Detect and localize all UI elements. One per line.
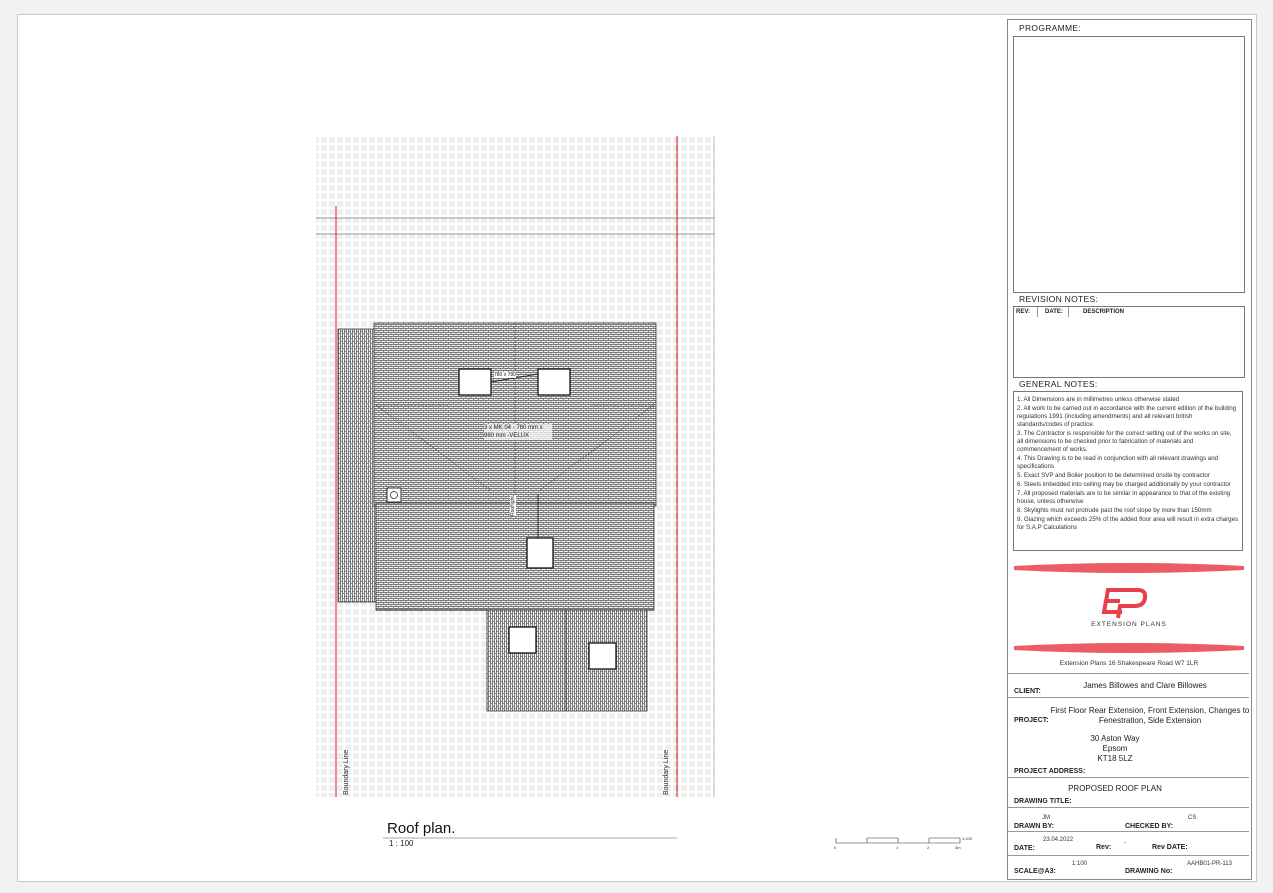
revision-heading: REVISION NOTES:: [1019, 294, 1099, 304]
window-dimension: 780 x 780: [494, 372, 516, 378]
project-address-label: PROJECT ADDRESS:: [1014, 768, 1086, 775]
project-label: PROJECT:: [1014, 717, 1049, 724]
boundary-label-left: Boundary Line: [343, 749, 350, 795]
general-note: 3. The Contractor is responsible for the correct setting out of the works on site, all dimensions to be checked prior to fabrication of materials and commencement of works.: [1017, 430, 1232, 453]
velux-annotation: 3 x MK 04 - 780 mm x 980 mm -VELUX: [484, 424, 552, 440]
drawing-title-label: DRAWING TITLE:: [1014, 798, 1072, 805]
checked-by-value: CS: [1188, 815, 1197, 821]
date-label: DATE:: [1014, 845, 1035, 852]
revision-col-date: DATE:: [1045, 309, 1063, 315]
client-label: CLIENT:: [1014, 688, 1041, 695]
scale-label: SCALE@A3:: [1014, 868, 1056, 875]
rev-value: -: [1124, 840, 1126, 846]
checked-by-label: CHECKED BY:: [1125, 823, 1174, 830]
rooflight: [509, 627, 536, 653]
vent-stack: [387, 488, 401, 502]
general-note: 2. All work to be carried out in accordance with the current edition of the building regulations 1991 (including amendments) and all relevant british standards/codes of practice.: [1017, 405, 1237, 428]
side-extension-roof: [338, 329, 376, 602]
address-line3: KT18 5LZ: [1097, 754, 1133, 763]
general-notes-heading: GENERAL NOTES:: [1019, 379, 1098, 389]
scale-tick: 0: [834, 845, 837, 850]
scale-ratio: 1:100: [962, 836, 973, 841]
general-note: 7. All proposed materials are to be similar in appearance to that of the existing house, unless otherwise: [1017, 490, 1231, 505]
general-note: 4. This Drawing is to be read in conjunction with all relevant drawings and specifications: [1017, 455, 1219, 470]
scale-bar: [836, 838, 960, 843]
logo-swoosh-bottom: [1014, 643, 1244, 653]
date-value: 23.04.2022: [1043, 837, 1074, 843]
lower-rear-roof: [487, 610, 647, 711]
logo-text: EXTENSION PLANS: [1091, 621, 1167, 628]
drawing-title: Roof plan.: [387, 820, 456, 837]
revision-box: [1013, 306, 1245, 378]
velux-window: [538, 369, 570, 395]
rear-extension-roof: [376, 503, 654, 610]
drawing-no-label: DRAWING No:: [1125, 868, 1173, 875]
rev-date-label: Rev DATE:: [1152, 844, 1188, 851]
programme-heading: PROGRAMME:: [1019, 23, 1082, 33]
boundary-label-right: Boundary Line: [663, 749, 670, 795]
programme-box: [1013, 36, 1245, 293]
drawing-scale: 1 : 100: [389, 839, 414, 848]
drawing-no-value: AAHB01-PR-113: [1187, 861, 1232, 867]
client-value: James Billowes and Clare Billowes: [1083, 681, 1207, 690]
rev-label: Rev:: [1096, 844, 1112, 851]
velux-window: [527, 538, 553, 568]
scale-value: 1:100: [1072, 861, 1088, 867]
company-logo: [1012, 562, 1246, 654]
drawing-title-value: PROPOSED ROOF PLAN: [1068, 784, 1162, 793]
drawn-by-label: DRAWN BY:: [1014, 823, 1054, 830]
scale-tick: 1: [896, 845, 899, 850]
logo-swoosh-top: [1014, 563, 1244, 573]
general-note: 8. Skylights must not protrude past the roof slope by more than 150mm: [1017, 507, 1212, 514]
logo-ep-mark: [1104, 590, 1145, 618]
general-note: 9. Glazing which exceeds 25% of the added floor area will result in extra charges for S.A.P Calculations: [1017, 516, 1239, 531]
project-value: First Floor Rear Extension, Front Extension, Changes to Fenestration, Side Extension: [1050, 706, 1250, 725]
scale-tick: 2: [927, 845, 930, 850]
scale-tick: 3m: [955, 845, 961, 850]
general-note: 6. Steels imbedded into ceiling may be charged additionally by your contractor: [1017, 481, 1231, 488]
rooflight: [589, 643, 616, 669]
revision-col-description: DESCRIPTION: [1083, 309, 1125, 315]
general-note: 5. Exact SVP and Boiler position to be determined onsite by contractor: [1017, 472, 1210, 479]
address-line2: Epsom: [1102, 744, 1128, 753]
general-notes-box: [1013, 391, 1243, 551]
revision-col-rev: REV:: [1016, 309, 1031, 315]
company-address: Extension Plans 16 Shakespeare Road W7 1LR: [1059, 660, 1199, 667]
drawn-by-value: JM: [1042, 815, 1050, 821]
rooflight-label: Rooflight: [510, 496, 516, 516]
address-line1: 30 Aston Way: [1090, 734, 1140, 743]
general-note: 1. All Dimensions are in millimetres unless otherwise stated: [1017, 396, 1180, 403]
velux-window: [459, 369, 491, 395]
